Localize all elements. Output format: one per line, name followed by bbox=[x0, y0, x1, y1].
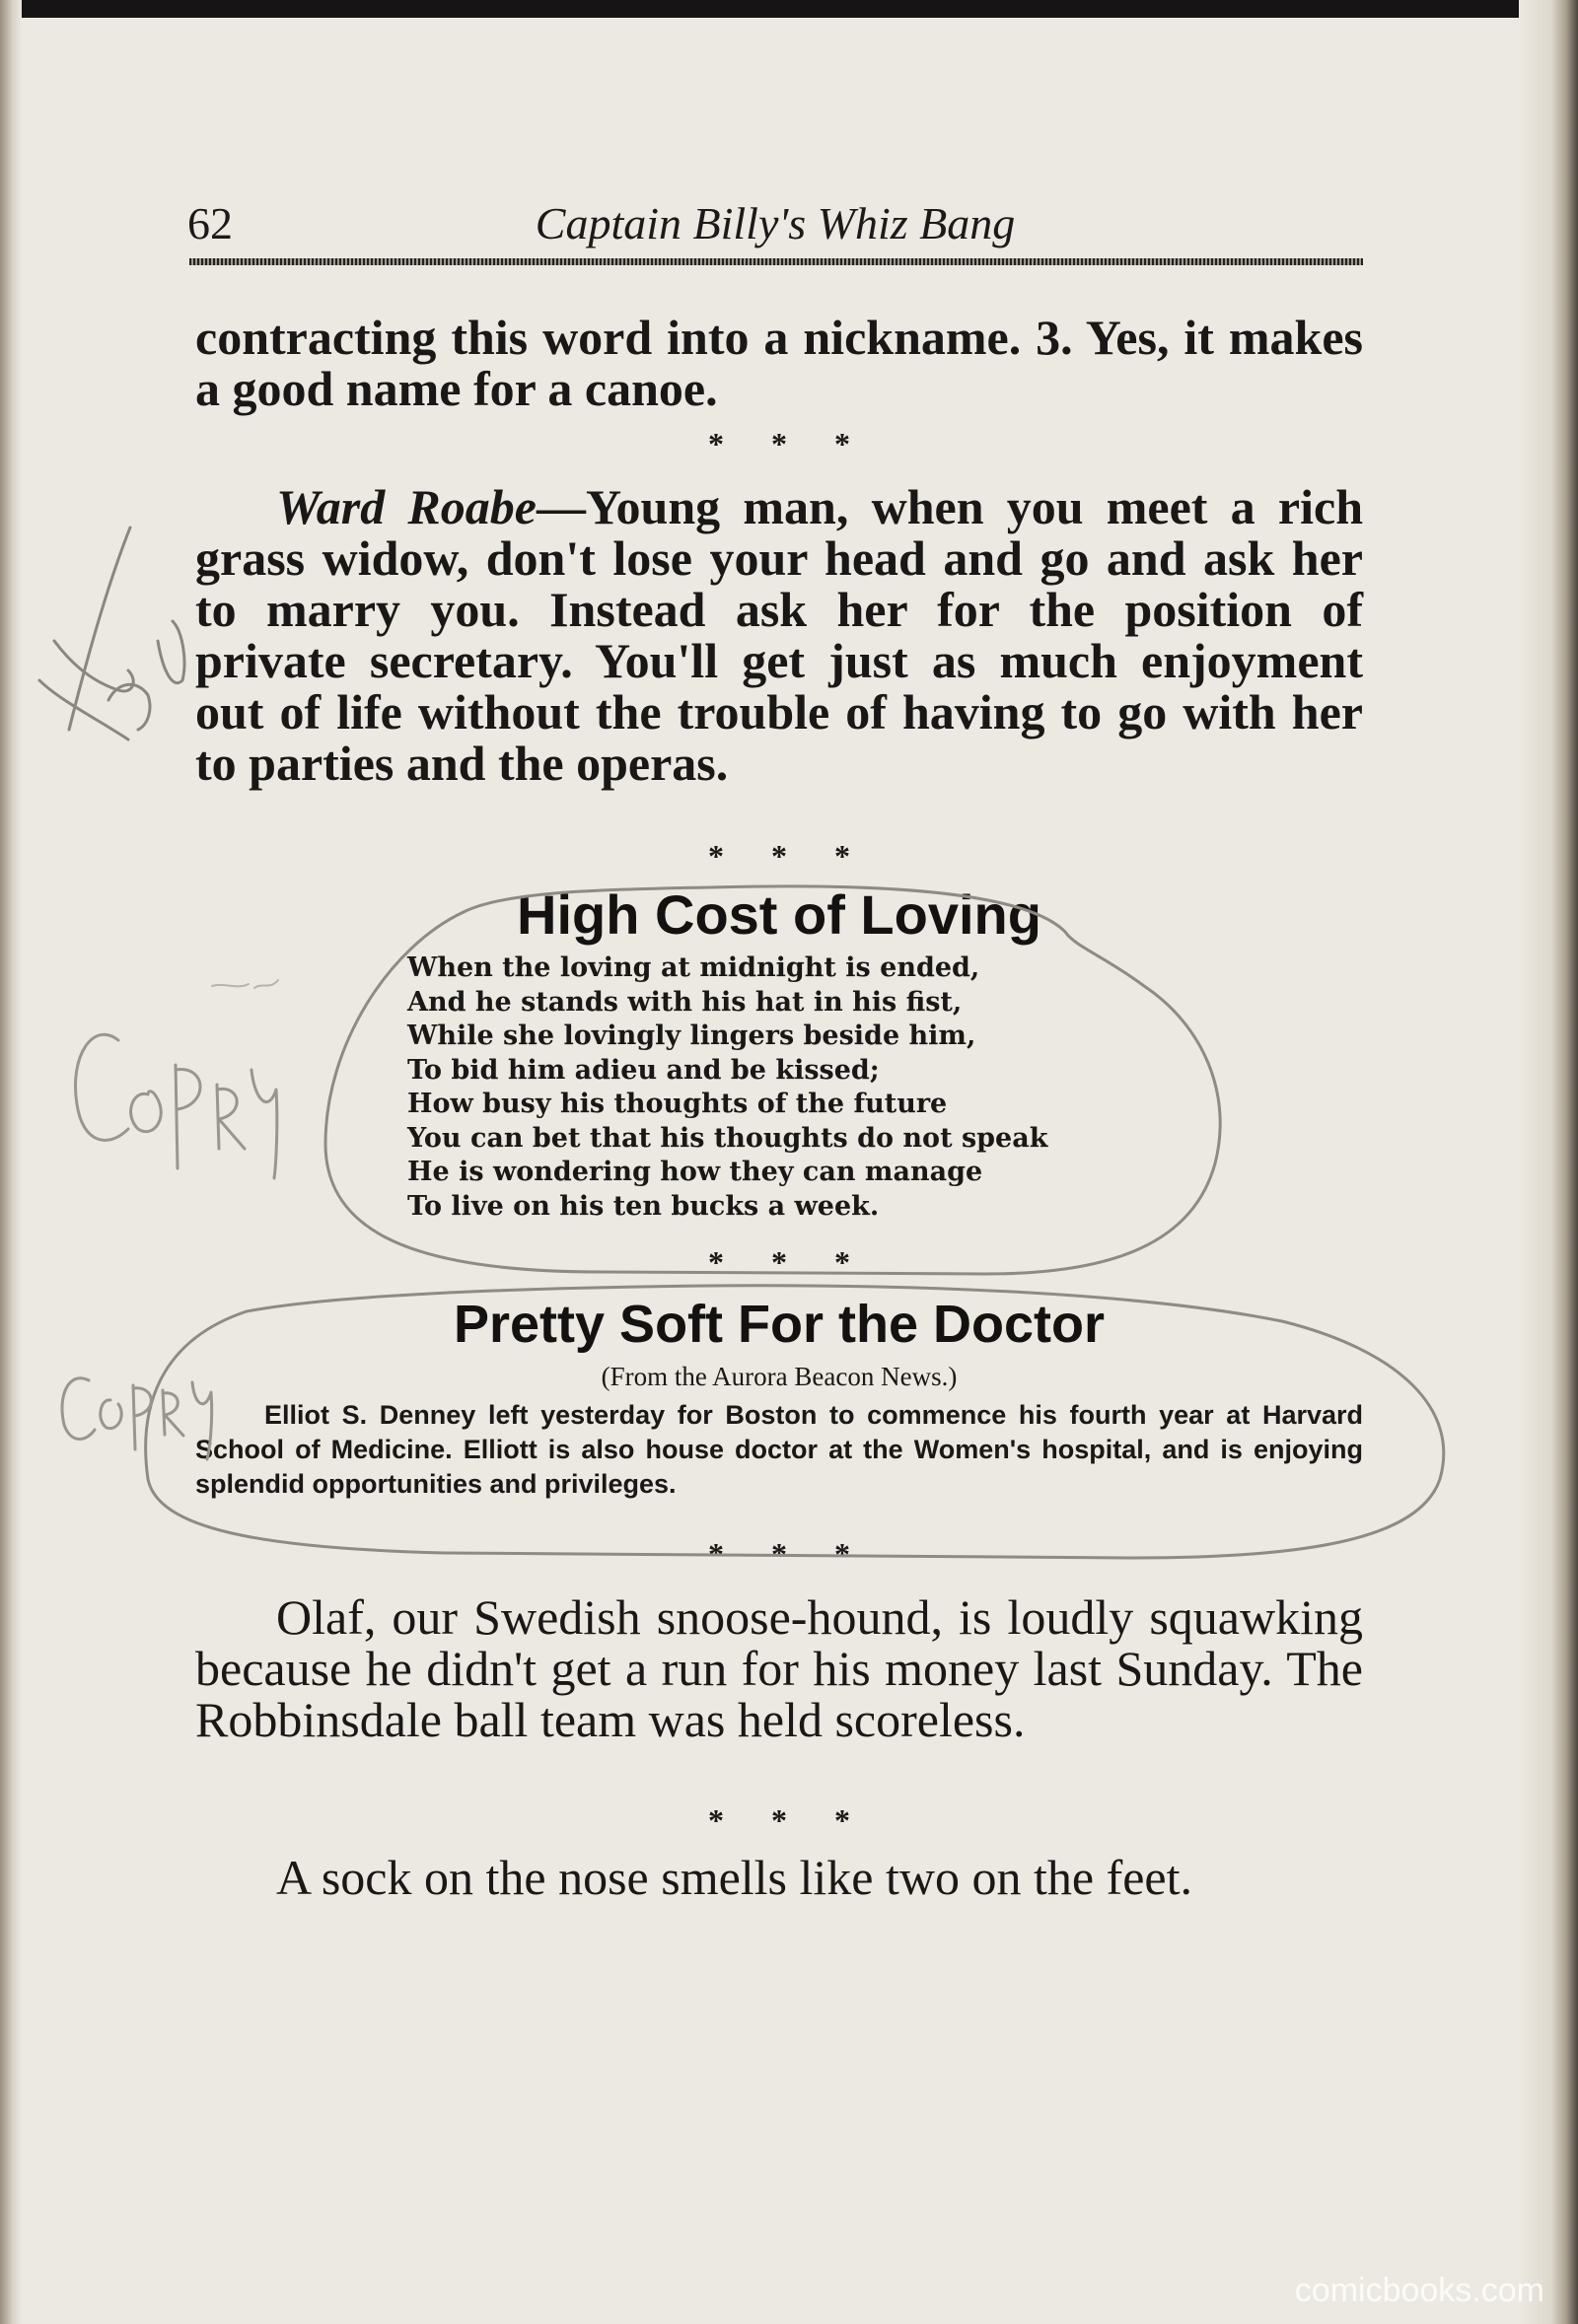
article-title: Pretty Soft For the Doctor bbox=[453, 1295, 1106, 1354]
poem-line: You can bet that his thoughts do not speak bbox=[407, 1122, 1048, 1154]
poem-line: To live on his ten bucks a week. bbox=[407, 1190, 880, 1222]
margin-note-copy-1 bbox=[75, 1034, 276, 1178]
poem-line: To bid him adieu and be kissed; bbox=[407, 1054, 880, 1086]
separator-stars: * * * bbox=[708, 1802, 850, 1838]
margin-note-kay bbox=[39, 528, 184, 739]
poem-line: While she lovingly lingers beside him, bbox=[407, 1021, 976, 1051]
faint-pencil-scribble bbox=[212, 980, 278, 988]
ward-roabe-text: —Young man, when you meet a rich grass widow, don't lose your head and go and ask her to marry you. Instead ask her for the position of private secretary. You'll get just as much enjoyment out of life without the trouble of having to go with her to parties and the operas. bbox=[195, 479, 1363, 791]
separator-stars: * * * bbox=[708, 426, 850, 461]
poem-line: He is wondering how they can manage bbox=[407, 1157, 983, 1187]
running-title: Captain Billy's Whiz Bang bbox=[535, 198, 1016, 248]
speaker-name: Ward Roabe bbox=[276, 479, 537, 534]
poem-line: When the loving at midnight is ended, bbox=[407, 952, 980, 983]
intro-paragraph: contracting this word into a nickname. 3. Yes, it makes a good name for a canoe. bbox=[195, 310, 1363, 416]
sock-paragraph: A sock on the nose smells like two on the feet. bbox=[276, 1850, 1193, 1905]
poem-line: How busy his thoughts of the future bbox=[407, 1089, 948, 1119]
separator-stars: * * * bbox=[708, 1536, 850, 1572]
page-number: 62 bbox=[187, 198, 233, 248]
poem-title: High Cost of Loving bbox=[517, 883, 1041, 946]
source-watermark: comicbooks.com bbox=[1294, 2272, 1544, 2309]
separator-stars: * * * bbox=[708, 838, 850, 874]
poem-circle-outline bbox=[325, 886, 1220, 1274]
article-source: (From the Aurora Beacon News.) bbox=[601, 1362, 958, 1391]
poem-line: And he stands with his hat in his fist, bbox=[407, 986, 963, 1018]
olaf-paragraph: Olaf, our Swedish snoose-hound, is loudly squawking because he didn't get a run for his money last Sunday. The Robbinsdale ball team was held scoreless. bbox=[195, 1589, 1363, 1747]
margin-note-copy-2 bbox=[62, 1378, 212, 1459]
separator-stars: * * * bbox=[708, 1244, 850, 1280]
article-circle-outline bbox=[146, 1286, 1444, 1558]
article-text: Elliot S. Denney left yesterday for Boston to commence his fourth year at Harvard School of Medicine. Elliott is also house doctor at the Women's hospital, and is enjoying splendid opportunities and privileges. bbox=[195, 1400, 1363, 1499]
